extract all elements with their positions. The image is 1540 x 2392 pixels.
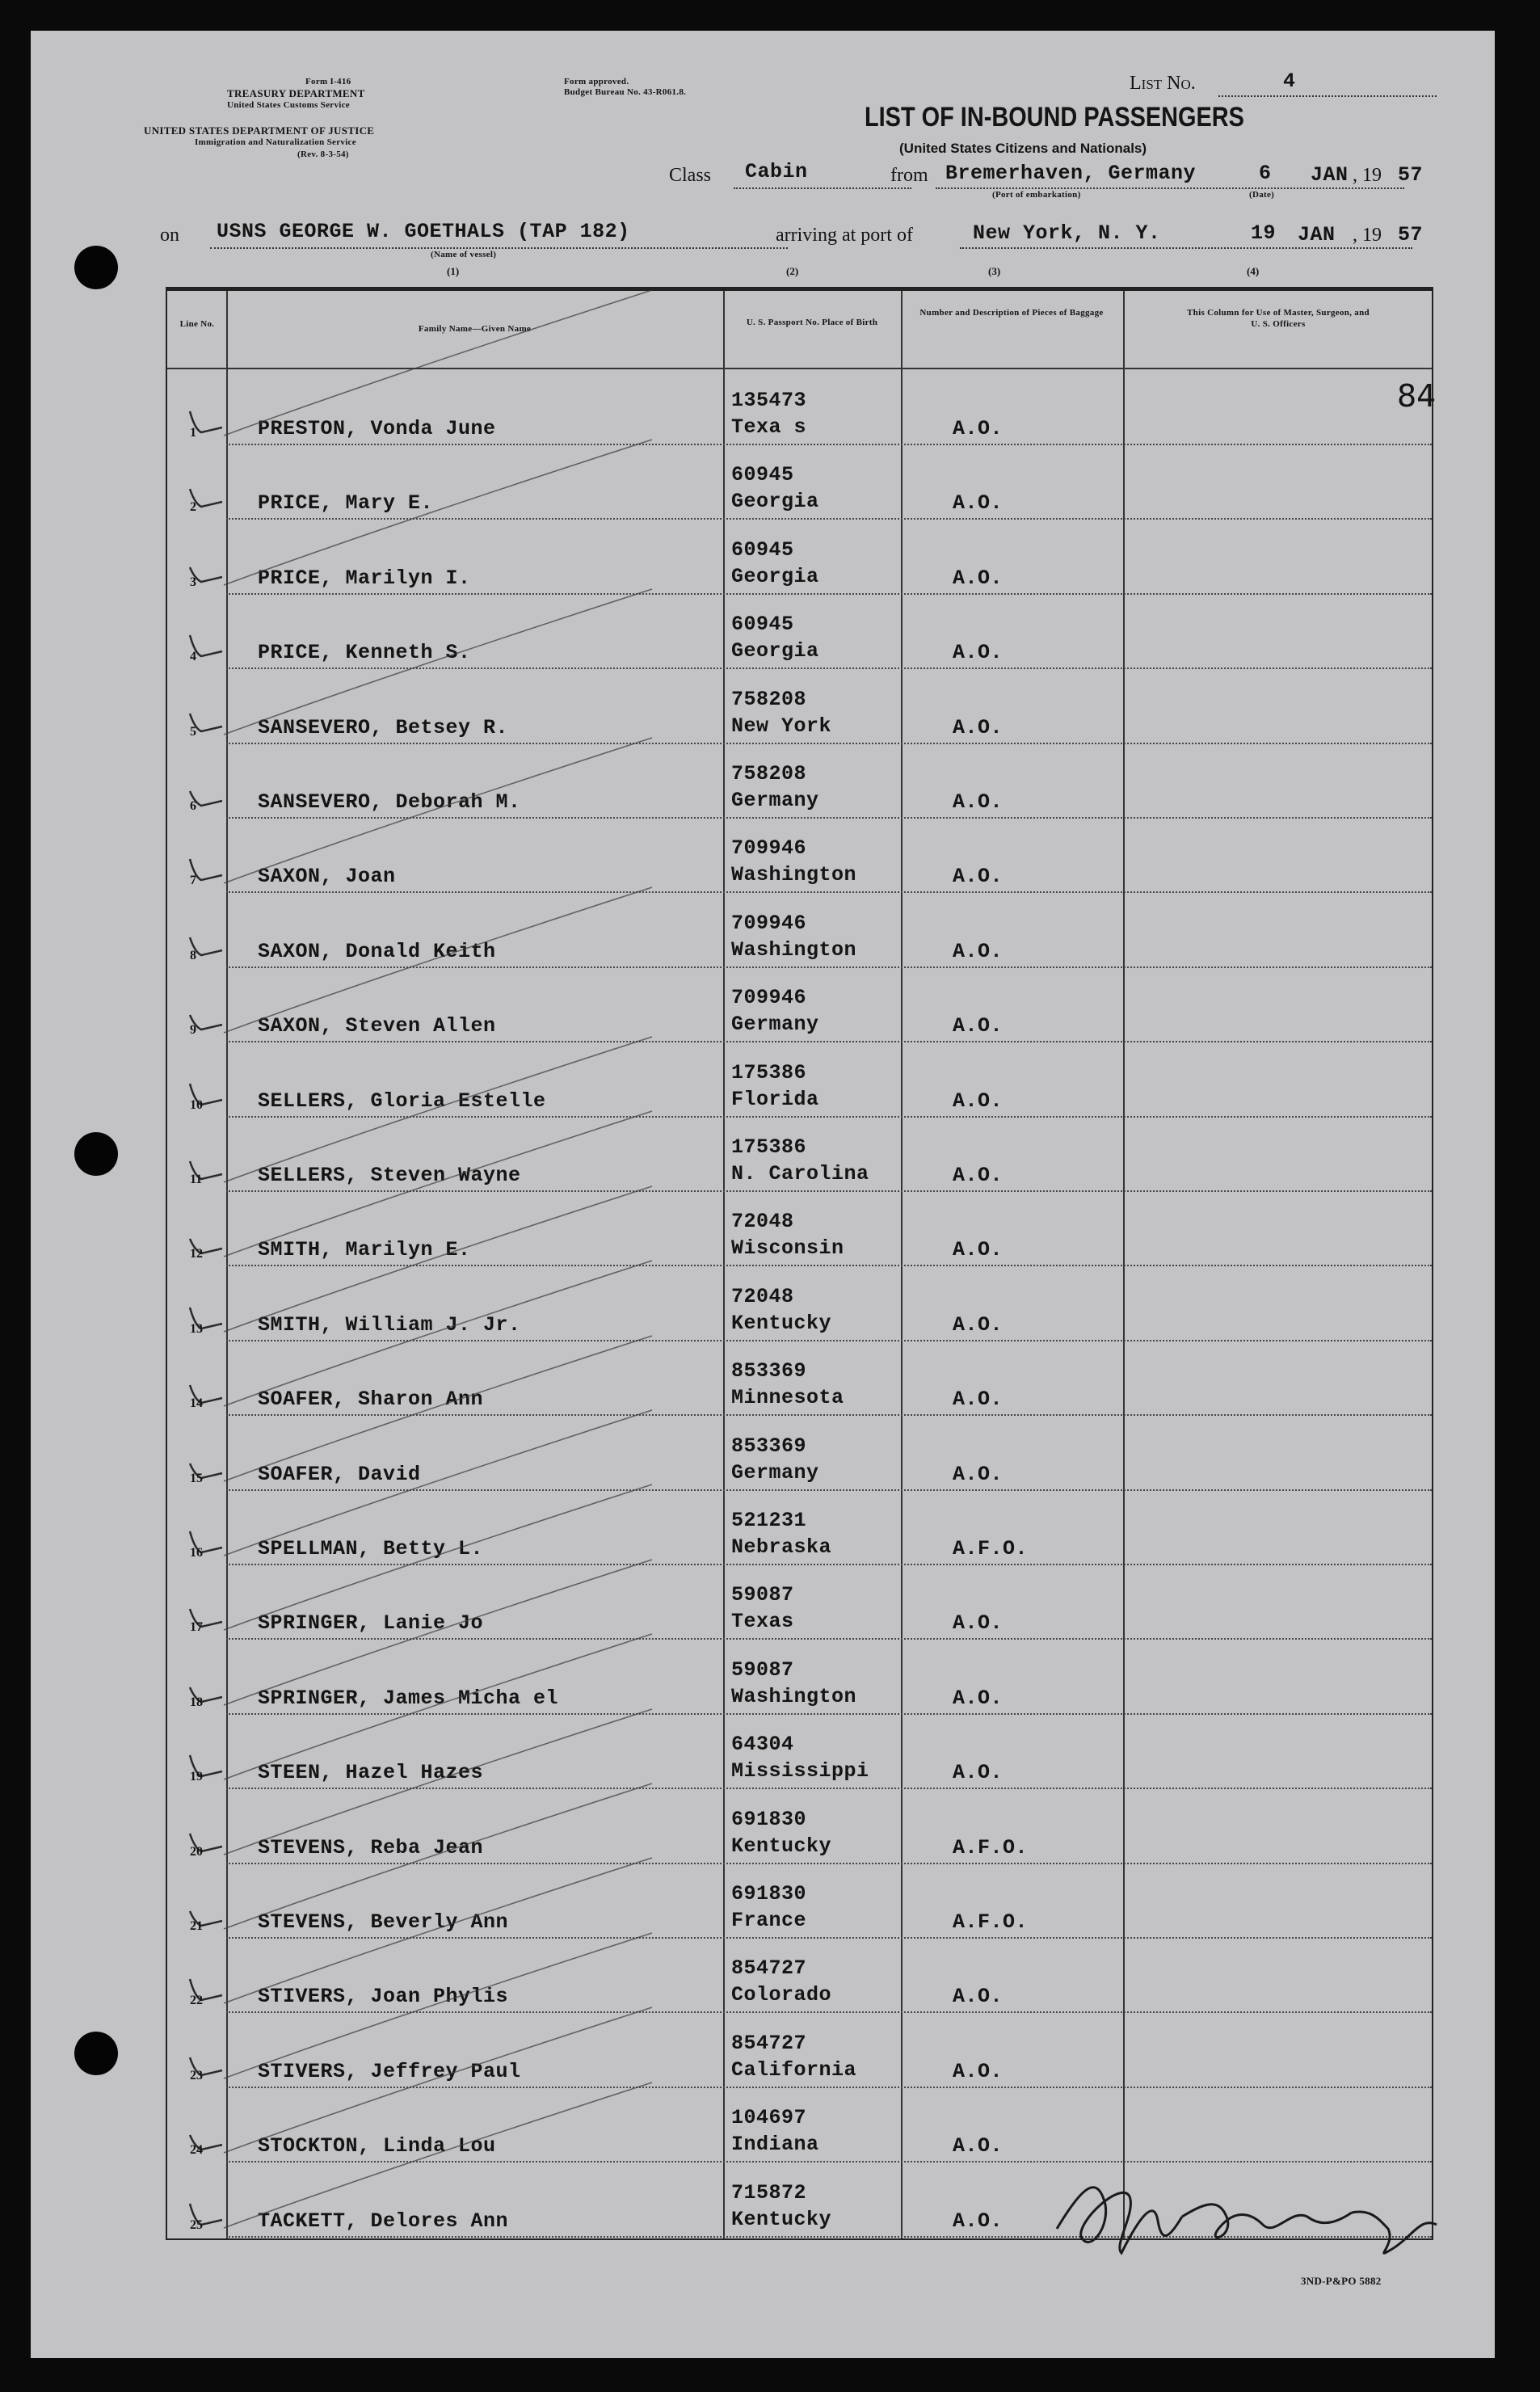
baggage-code: A.O. (953, 715, 1004, 739)
baggage-code: A.F.O. (953, 1835, 1029, 1859)
passport-number: 853369 (731, 1434, 807, 1458)
passport-number: 64304 (731, 1733, 794, 1757)
passport-number: 715872 (731, 2180, 807, 2205)
baggage-code: A.O. (953, 1761, 1004, 1785)
check-mark-icon (182, 2104, 230, 2161)
passport-cell (731, 537, 819, 590)
check-mark-icon (182, 835, 230, 891)
class-label: Class (669, 165, 712, 186)
passport-number: 758208 (731, 762, 807, 785)
line-number: 14 (190, 1396, 203, 1411)
line-number: 25 (190, 2217, 203, 2232)
passport-number: 758208 (731, 687, 807, 711)
port-of-arrival: New York, N. Y. (973, 221, 1161, 245)
passport-number: 691830 (731, 1807, 807, 1831)
passport-number: 521231 (731, 1509, 807, 1532)
passport-number: 60945 (731, 613, 794, 637)
check-mark-icon (182, 760, 230, 817)
check-mark-icon (182, 1208, 230, 1265)
passenger-name: STEVENS, Reba Jean (258, 1835, 484, 1859)
date-caption: (Date) (1249, 190, 1275, 200)
passenger-name: PRESTON, Vonda June (258, 417, 496, 440)
print-code: 3ND-P&PO 5882 (1301, 2275, 1382, 2287)
port-of-embarkation: Bremerhaven, Germany (945, 162, 1197, 185)
arrival-line (960, 247, 1412, 249)
departure-day: 6 (1259, 162, 1272, 185)
table-row (167, 894, 1432, 968)
line-number: 5 (190, 724, 196, 739)
passport-cell (731, 1134, 869, 1187)
baggage-code: A.O. (953, 1686, 1004, 1710)
place-of-birth: Washington (731, 863, 857, 887)
passport-cell (731, 461, 819, 515)
passenger-name: SANSEVERO, Deborah M. (258, 790, 521, 814)
header-officers: This Column for Use of Master, Surgeon, and U. S. Officers (1187, 308, 1370, 329)
baggage-code: A.O. (953, 1164, 1004, 1187)
line-number: 23 (190, 2068, 203, 2082)
passenger-name: STIVERS, Jeffrey Paul (258, 2059, 521, 2083)
place-of-birth: Germany (731, 789, 819, 812)
line-number: 18 (190, 1695, 203, 1709)
baggage-code: A.O. (953, 491, 1004, 516)
table-row (167, 520, 1432, 595)
baggage-code: A.O. (953, 1462, 1004, 1486)
check-mark-icon (182, 1283, 230, 1340)
line-number: 2 (190, 500, 196, 515)
passport-cell (731, 2179, 831, 2233)
column-number-3: (3) (988, 265, 1001, 277)
place-of-birth: Colorado (731, 1983, 832, 2007)
passport-cell (731, 611, 819, 664)
table-row (167, 1790, 1432, 1864)
table-row (167, 445, 1432, 520)
port-embark-caption: (Port of embarkation) (992, 190, 1081, 200)
place-of-birth: Indiana (731, 2133, 819, 2157)
passport-cell (731, 1880, 806, 1934)
passport-number: 60945 (731, 537, 794, 562)
passport-cell (731, 1581, 794, 1635)
passenger-name: PRICE, Mary E. (258, 491, 434, 516)
passport-number: 175386 (731, 1060, 807, 1084)
departure-month: JAN (1311, 163, 1349, 187)
passport-number: 59087 (731, 1583, 794, 1607)
passport-number: 175386 (731, 1135, 807, 1159)
line-number: 3 (190, 575, 196, 589)
check-mark-icon (182, 910, 230, 966)
place-of-birth: France (731, 1909, 807, 1932)
line-number: 24 (190, 2143, 203, 2158)
passport-number: 60945 (731, 463, 794, 487)
baggage-code: A.F.O. (953, 1537, 1029, 1560)
check-mark-icon (182, 2179, 230, 2236)
table-row (167, 670, 1432, 744)
place-of-birth: Florida (731, 1087, 819, 1111)
document-title: LIST OF IN-BOUND PASSENGERS (865, 102, 1244, 133)
passport-number: 853369 (731, 1359, 807, 1383)
place-of-birth: Kentucky (731, 2207, 832, 2231)
header-line-no: Line No. (179, 319, 215, 329)
on-label: on (160, 225, 179, 246)
check-mark-icon (182, 387, 230, 444)
line-number: 6 (190, 799, 196, 813)
baggage-code: A.O. (953, 939, 1004, 963)
passport-cell (731, 760, 819, 814)
header-baggage: Number and Description of Pieces of Baggage (919, 308, 1104, 318)
customs-label: United States Customs Service (227, 100, 350, 110)
justice-label: UNITED STATES DEPARTMENT OF JUSTICE (144, 124, 375, 137)
class-value: Cabin (745, 160, 808, 183)
passport-cell (731, 1507, 831, 1560)
class-line (734, 187, 911, 189)
line-number: 11 (190, 1173, 203, 1186)
line-number: 20 (190, 1844, 203, 1859)
check-mark-icon (182, 537, 230, 593)
baggage-code: A.F.O. (953, 1910, 1029, 1934)
baggage-code: A.O. (953, 1312, 1004, 1337)
punch-hole (74, 246, 118, 289)
place-of-birth: Georgia (731, 490, 819, 514)
list-no-label: List No. (1130, 73, 1196, 94)
passenger-name: SMITH, William J. Jr. (258, 1312, 521, 1337)
arrival-month: JAN (1298, 223, 1336, 246)
line-number: 7 (190, 874, 196, 888)
baggage-code: A.O. (953, 2059, 1004, 2083)
passenger-name: TACKETT, Delores Ann (258, 2209, 509, 2233)
passport-cell (731, 1433, 819, 1486)
passport-number: 104697 (731, 2106, 807, 2130)
passport-cell (731, 1955, 831, 2008)
passenger-name: PRICE, Kenneth S. (258, 641, 471, 665)
table-row (167, 1118, 1432, 1192)
line-number: 13 (190, 1321, 203, 1336)
column-number-4: (4) (1247, 265, 1260, 277)
table-row (167, 1864, 1432, 1939)
revision-label: (Rev. 8-3-54) (297, 150, 349, 159)
check-mark-icon (182, 1059, 230, 1116)
place-of-birth: Nebraska (731, 1535, 832, 1559)
table-row (167, 744, 1432, 819)
line-number: 1 (190, 426, 196, 440)
check-mark-icon (182, 1731, 230, 1788)
passport-cell (731, 910, 856, 963)
baggage-code: A.O. (953, 566, 1004, 590)
table-row (167, 1417, 1432, 1491)
line-number: 16 (190, 1546, 203, 1560)
check-mark-icon (182, 686, 230, 743)
passport-cell (731, 1731, 869, 1784)
document-subtitle: (United States Citizens and Nationals) (899, 141, 1147, 156)
baggage-code: A.O. (953, 865, 1004, 889)
table-row (167, 819, 1432, 893)
line-number: 9 (190, 1023, 196, 1038)
passport-number: 72048 (731, 1210, 794, 1234)
check-mark-icon (182, 1806, 230, 1863)
check-mark-icon (182, 1507, 230, 1564)
place-of-birth: Washington (731, 937, 857, 962)
passport-number: 854727 (731, 2031, 807, 2055)
arrival-year: 57 (1398, 223, 1424, 246)
passport-cell (731, 686, 831, 739)
punch-hole (74, 2032, 118, 2075)
passport-cell (731, 984, 819, 1038)
place-of-birth: Georgia (731, 564, 819, 588)
passport-cell (731, 1657, 856, 1710)
line-number: 21 (190, 1919, 203, 1933)
baggage-code: A.O. (953, 641, 1004, 665)
passport-cell (731, 1283, 831, 1337)
passenger-name: SAXON, Donald Keith (258, 939, 496, 963)
check-mark-icon (182, 1955, 230, 2011)
list-no-value: 4 (1283, 69, 1296, 93)
column-number-1: (1) (447, 265, 460, 277)
place-of-birth: Georgia (731, 639, 819, 663)
passenger-name: STEEN, Hazel Hazes (258, 1761, 484, 1785)
table-row (167, 2014, 1432, 2088)
table-row (167, 595, 1432, 669)
place-of-birth: Kentucky (731, 1311, 832, 1335)
place-of-birth: Texas (731, 1610, 794, 1634)
baggage-code: A.O. (953, 790, 1004, 814)
vessel-name: USNS GEORGE W. GOETHALS (TAP 182) (217, 220, 630, 243)
passport-cell (731, 2104, 819, 2158)
passport-cell (731, 1806, 831, 1859)
baggage-code: A.O. (953, 1611, 1004, 1636)
table-row (167, 1043, 1432, 1118)
baggage-code: A.O. (953, 2134, 1004, 2158)
line-number: 22 (190, 1994, 203, 2008)
place-of-birth: California (731, 2057, 857, 2082)
passenger-name: SMITH, Marilyn E. (258, 1238, 471, 1262)
arrival-year-prefix: , 19 (1353, 225, 1382, 246)
passport-cell (731, 387, 806, 440)
from-line (936, 187, 1404, 189)
check-mark-icon (182, 1433, 230, 1489)
budget-bureau: Budget Bureau No. 43-R061.8. (564, 87, 687, 97)
check-mark-icon (182, 1880, 230, 1937)
table-row (167, 1640, 1432, 1715)
passport-number: 854727 (731, 1956, 807, 1981)
officer-signature (1033, 2140, 1509, 2301)
passport-number: 709946 (731, 911, 807, 935)
passenger-name: SPRINGER, Lanie Jo (258, 1611, 484, 1636)
check-mark-icon (182, 1358, 230, 1414)
check-mark-icon (182, 1581, 230, 1638)
table-header (167, 291, 1432, 369)
passenger-name: SELLERS, Steven Wayne (258, 1164, 521, 1187)
table-row (167, 968, 1432, 1042)
vessel-caption: (Name of vessel) (431, 250, 497, 259)
passport-cell (731, 2030, 856, 2083)
place-of-birth: N. Carolina (731, 1162, 869, 1185)
passenger-name: SAXON, Joan (258, 865, 396, 889)
passport-number: 709946 (731, 836, 807, 861)
baggage-code: A.O. (953, 1388, 1004, 1412)
check-mark-icon (182, 461, 230, 518)
passport-cell (731, 835, 856, 888)
line-number: 17 (190, 1620, 203, 1635)
passenger-name: SOAFER, David (258, 1462, 421, 1486)
passport-number: 59087 (731, 1657, 794, 1682)
baggage-code: A.O. (953, 1238, 1004, 1262)
place-of-birth: Wisconsin (731, 1236, 844, 1261)
passenger-name: STIVERS, Joan Phylis (258, 1985, 509, 2009)
check-mark-icon (182, 1134, 230, 1190)
table-row (167, 1491, 1432, 1565)
page-number: 84 (1397, 378, 1437, 414)
passenger-name: SOAFER, Sharon Ann (258, 1388, 484, 1412)
header-passport: U. S. Passport No. Place of Birth (746, 318, 878, 327)
line-number: 19 (190, 1770, 203, 1784)
line-number: 12 (190, 1247, 203, 1261)
header-name: Family Name—Given Name (418, 324, 532, 334)
line-number: 10 (190, 1097, 203, 1112)
check-mark-icon (182, 1657, 230, 1713)
place-of-birth: Kentucky (731, 1834, 832, 1858)
table-row (167, 1939, 1432, 2013)
line-number: 8 (190, 948, 196, 962)
baggage-code: A.O. (953, 2209, 1004, 2233)
passenger-name: STEVENS, Beverly Ann (258, 1910, 509, 1934)
punch-hole (74, 1132, 118, 1176)
check-mark-icon (182, 984, 230, 1041)
passenger-name: SAXON, Steven Allen (258, 1014, 496, 1038)
passenger-name: SPELLMAN, Betty L. (258, 1537, 484, 1560)
passport-cell (731, 1059, 819, 1113)
place-of-birth: Mississippi (731, 1759, 869, 1783)
table-row (167, 1715, 1432, 1789)
place-of-birth: Germany (731, 1013, 819, 1037)
line-number: 4 (190, 650, 196, 664)
passenger-name: PRICE, Marilyn I. (258, 566, 471, 590)
baggage-code: A.O. (953, 1014, 1004, 1038)
departure-year-prefix: , 19 (1353, 165, 1382, 186)
passenger-name: STOCKTON, Linda Lou (258, 2134, 496, 2158)
place-of-birth: Germany (731, 1460, 819, 1484)
baggage-code: A.O. (953, 1985, 1004, 2009)
place-of-birth: Washington (731, 1684, 857, 1708)
table-row (167, 1192, 1432, 1266)
baggage-code: A.O. (953, 1089, 1004, 1113)
immigration-label: Immigration and Naturalization Service (195, 137, 356, 147)
passport-number: 709946 (731, 986, 807, 1010)
passport-number: 72048 (731, 1284, 794, 1308)
treasury-label: TREASURY DEPARTMENT (227, 87, 365, 99)
list-no-line (1218, 95, 1437, 97)
check-mark-icon (182, 2030, 230, 2087)
from-label: from (890, 165, 928, 186)
check-mark-icon (182, 611, 230, 667)
line-number: 15 (190, 1471, 203, 1485)
table-row (167, 371, 1432, 445)
passenger-name: SELLERS, Gloria Estelle (258, 1089, 546, 1113)
passenger-table (166, 287, 1437, 2240)
table-row (167, 1565, 1432, 1640)
passenger-name: SPRINGER, James Micha el (258, 1686, 559, 1710)
place-of-birth: Minnesota (731, 1386, 844, 1410)
manifest-page (31, 31, 1495, 2358)
place-of-birth: New York (731, 714, 832, 738)
form-number: Form I-416 (305, 77, 351, 86)
passport-cell (731, 1208, 844, 1261)
column-number-2: (2) (786, 265, 799, 277)
vessel-line (210, 247, 788, 249)
arrival-day: 19 (1251, 221, 1277, 245)
departure-year: 57 (1398, 163, 1424, 187)
passport-cell (731, 1358, 844, 1411)
form-approved: Form approved. (564, 77, 629, 86)
baggage-code: A.O. (953, 417, 1004, 440)
table-row (167, 1341, 1432, 1416)
passenger-name: SANSEVERO, Betsey R. (258, 715, 509, 739)
passport-number: 135473 (731, 389, 807, 412)
arriving-label: arriving at port of (776, 225, 913, 246)
table-row (167, 1267, 1432, 1341)
place-of-birth: Texa s (731, 415, 807, 439)
passport-number: 691830 (731, 1882, 807, 1906)
